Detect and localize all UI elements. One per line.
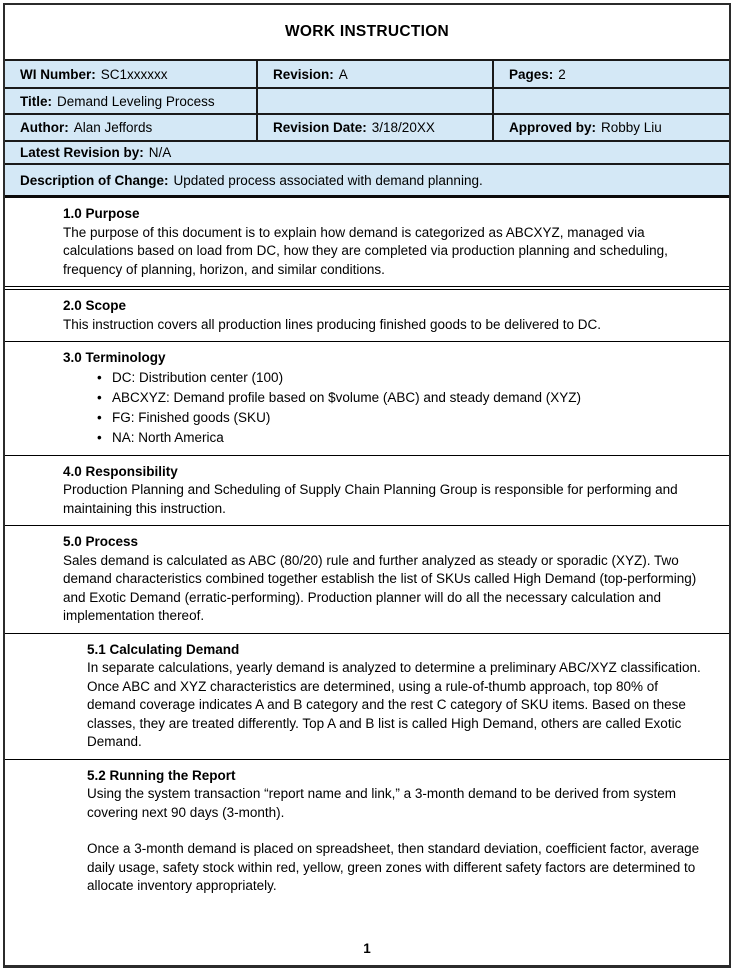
pages-cell <box>494 61 729 87</box>
section-responsibility <box>5 455 729 526</box>
terminology-list <box>63 368 699 448</box>
page-number: 1 <box>363 941 371 956</box>
wi-number-cell <box>5 61 258 87</box>
page-footer <box>5 903 729 966</box>
table-row <box>5 142 729 165</box>
document-title: WORK INSTRUCTION <box>284 23 450 40</box>
table-row <box>5 165 729 195</box>
title-value: Demand Leveling Process <box>57 93 215 109</box>
section-heading: 5.1 Calculating Demand <box>87 641 240 657</box>
title-cell <box>5 89 258 113</box>
wi-number-label: WI Number: <box>20 66 96 82</box>
revision-date-value: 3/18/20XX <box>371 120 435 135</box>
section-paragraph: Once a 3-month demand is placed on spreadsheet, then standard deviation, coefficient factor, average daily usage, safety stock within red, yellow, green zones with different safety factors are determined to allocate inventory appropriately. <box>87 841 700 893</box>
revision-date-label: Revision Date: <box>273 120 367 135</box>
empty-cell <box>494 89 729 113</box>
author-value: Alan Jeffords <box>73 120 153 135</box>
description-of-change-cell <box>5 165 729 195</box>
revision-value: A <box>338 66 348 82</box>
table-row <box>5 115 729 142</box>
pages-label: Pages: <box>509 66 554 82</box>
document-body <box>5 198 729 965</box>
description-of-change-value: Updated process associated with demand planning. <box>173 172 483 188</box>
revision-label: Revision: <box>273 66 334 82</box>
revision-date-cell <box>258 115 494 140</box>
latest-revision-value: N/A <box>148 145 172 160</box>
description-of-change-label: Description of Change: <box>20 172 169 188</box>
latest-revision-cell <box>5 142 729 163</box>
approved-by-cell <box>494 115 729 140</box>
work-instruction-document <box>3 3 731 968</box>
header-table <box>5 59 729 198</box>
terminology-item: • FG: Finished goods (SKU) <box>97 408 699 428</box>
section-running-the-report <box>5 759 729 903</box>
approved-by-value: Robby Liu <box>601 120 662 135</box>
section-paragraph: Sales demand is calculated as ABC (80/20) rule and further analyzed as steady or sporadic (XYZ). Two demand characteristics combined together establish the list of SKUs called High Demand (top-performing) and Exotic Demand (erratic-performing). Production planner will do all the necessary calculation and implementation thereof. <box>63 552 697 623</box>
section-paragraph: This instruction covers all production lines producing finished goods to be delivered to DC. <box>63 316 602 332</box>
empty-cell <box>258 89 494 113</box>
section-heading: 5.2 Running the Report <box>87 767 236 783</box>
document-header <box>5 5 729 59</box>
latest-revision-label: Latest Revision by: <box>20 145 144 160</box>
terminology-item: • DC: Distribution center (100) <box>97 368 699 388</box>
section-calculating-demand <box>5 633 729 759</box>
title-label: Title: <box>20 93 53 109</box>
section-heading: 2.0 Scope <box>63 298 127 313</box>
author-label: Author: <box>20 120 69 135</box>
pages-value: 2 <box>558 66 566 82</box>
section-paragraph: The purpose of this document is to explain how demand is categorized as ABCXYZ, managed via calculations based on load from DC, how they are completed via production planning and scheduling, frequency of planning, horizon, and similar conditions. <box>63 224 668 277</box>
wi-number-value: SC1xxxxxx <box>100 66 168 82</box>
section-heading: 1.0 Purpose <box>63 206 140 221</box>
revision-cell <box>258 61 494 87</box>
table-row <box>5 61 729 89</box>
terminology-item: • NA: North America <box>97 428 699 448</box>
section-heading: 4.0 Responsibility <box>63 463 178 479</box>
section-heading: 3.0 Terminology <box>63 350 166 365</box>
section-paragraph: In separate calculations, yearly demand is analyzed to determine a preliminary ABC/XYZ classification. Once ABC and XYZ characteristics are determined, using a rule-of-thumb approach, top 80% of demand coverage indicates A and B category and the rest C category of SKU items. Based on these classes, they are treated differently. Top A and B list is called High Demand, others are called Exotic Demand. <box>87 660 701 749</box>
section-process <box>5 525 729 633</box>
section-purpose <box>5 198 729 287</box>
section-paragraph: Using the system transaction “report name and link,” a 3-month demand to be derived from system covering next 90 days (3-month). <box>87 786 677 820</box>
terminology-item: • ABCXYZ: Demand profile based on $volume (ABC) and steady demand (XYZ) <box>97 388 699 408</box>
author-cell <box>5 115 258 140</box>
section-heading: 5.0 Process <box>63 534 139 549</box>
approved-by-label: Approved by: <box>509 120 597 135</box>
table-row <box>5 89 729 115</box>
section-scope <box>5 289 729 341</box>
section-paragraph: Production Planning and Scheduling of Supply Chain Planning Group is responsible for performing and maintaining this instruction. <box>63 482 678 516</box>
section-terminology <box>5 341 729 455</box>
